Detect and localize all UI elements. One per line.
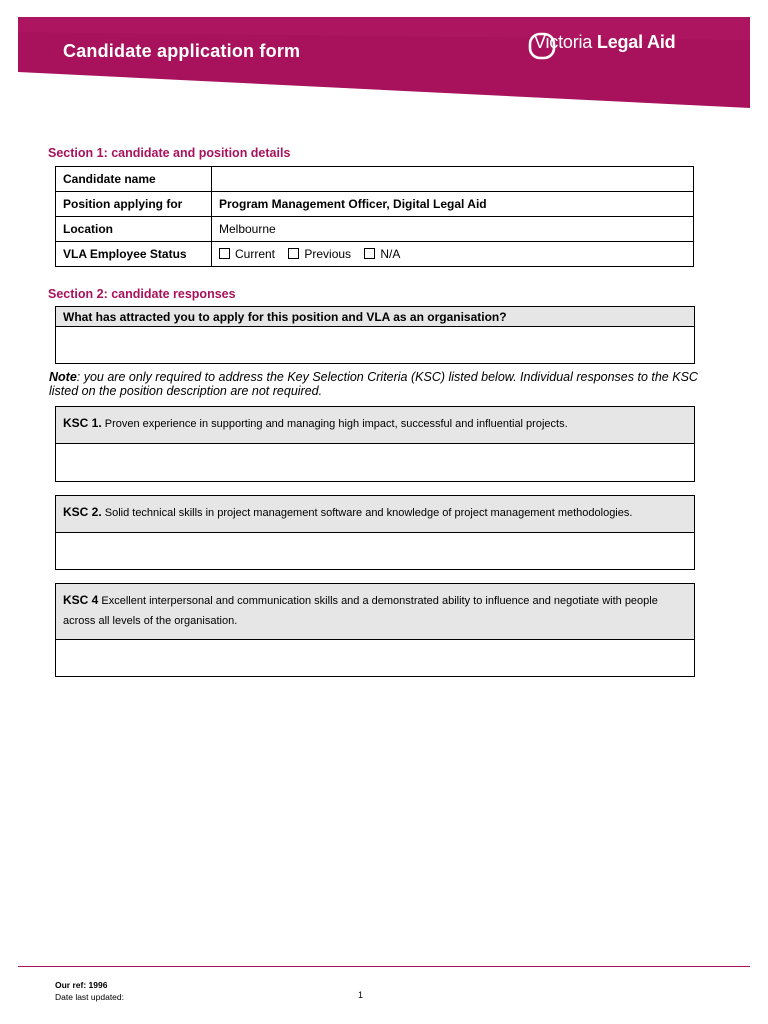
status-option-current[interactable]: Current — [219, 247, 275, 261]
location-value: Melbourne — [212, 217, 694, 242]
vla-logo-icon — [528, 32, 556, 60]
checkbox-na[interactable] — [364, 248, 375, 259]
section2-heading: Section 2: candidate responses — [48, 287, 236, 301]
checkbox-current[interactable] — [219, 248, 230, 259]
table-row — [56, 167, 694, 192]
status-option-na[interactable]: N/A — [364, 247, 400, 261]
location-label: Location — [56, 217, 212, 242]
ksc-1-box — [55, 406, 695, 482]
candidate-name-label: Candidate name — [56, 167, 212, 192]
form-title: Candidate application form — [63, 41, 301, 61]
table-row — [56, 217, 694, 242]
ksc-2-answer-field[interactable] — [56, 533, 694, 569]
ksc-note: Note: you are only required to address the Key Selection Criteria (KSC) listed below. Individual responses to the KSC listed on the position description are not required. — [49, 370, 698, 398]
ksc-4-box — [55, 583, 695, 677]
page-number: 1 — [358, 990, 364, 1000]
table-row — [56, 192, 694, 217]
ksc-2-box — [55, 495, 695, 570]
ksc-4-criterion: KSC 4 Excellent interpersonal and communication skills and a demonstrated ability to influence and negotiate with people across all levels of the organisation. — [56, 584, 694, 640]
position-label: Position applying for — [56, 192, 212, 217]
logo-text: Victoria Legal Aid — [534, 32, 676, 52]
motivation-answer-field[interactable] — [56, 327, 694, 363]
position-value: Program Management Officer, Digital Legal Aid — [212, 192, 694, 217]
status-option-previous[interactable]: Previous — [288, 247, 351, 261]
candidate-details-table — [55, 166, 694, 267]
section1-heading: Section 1: candidate and position details — [48, 146, 291, 160]
ksc-4-answer-field[interactable] — [56, 640, 694, 676]
employee-status-options — [212, 242, 694, 267]
motivation-question-box — [55, 306, 695, 364]
footer-date-updated: Date last updated: — [55, 992, 124, 1002]
checkbox-previous[interactable] — [288, 248, 299, 259]
employee-status-label: VLA Employee Status — [56, 242, 212, 267]
motivation-question: What has attracted you to apply for this position and VLA as an organisation? — [56, 307, 694, 327]
candidate-name-field[interactable] — [212, 167, 694, 192]
footer-reference: Our ref: 1996 — [55, 980, 108, 990]
table-row — [56, 242, 694, 267]
ksc-1-answer-field[interactable] — [56, 444, 694, 481]
vla-logo — [528, 32, 675, 53]
header-banner — [0, 0, 768, 120]
ksc-1-criterion: KSC 1. Proven experience in supporting and managing high impact, successful and influential projects. — [56, 407, 694, 444]
ksc-2-criterion: KSC 2. Solid technical skills in project management software and knowledge of project management methodologies. — [56, 496, 694, 533]
footer-divider — [18, 966, 750, 967]
